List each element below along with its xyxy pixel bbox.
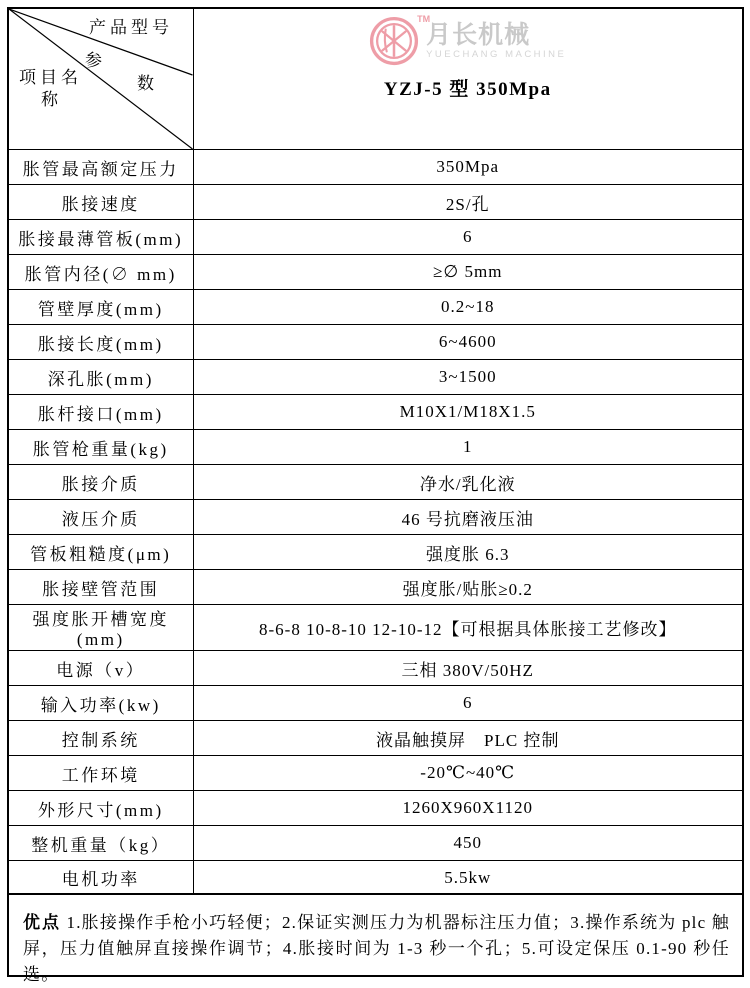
row-value-cell: 1	[193, 430, 743, 465]
row-label-cell: 强度胀开槽宽度(mm)	[8, 605, 193, 651]
table-row	[8, 150, 743, 185]
product-model-title: YZJ-5 型 350Mpa	[383, 79, 552, 100]
row-value-cell: 6	[193, 220, 743, 255]
table-row	[8, 360, 743, 395]
row-label-cell: 管壁厚度(mm)	[8, 290, 193, 325]
row-label-cell: 整机重量（kg）	[8, 826, 193, 861]
row-value-cell: 2S/孔	[193, 185, 743, 220]
table-row	[8, 290, 743, 325]
row-value-cell: ≥∅ 5mm	[193, 255, 743, 290]
advantages-box	[7, 893, 744, 984]
table-row	[8, 325, 743, 360]
row-label-cell: 胀杆接口(mm)	[8, 395, 193, 430]
row-label-cell: 电机功率	[8, 861, 193, 896]
table-row	[8, 430, 743, 465]
row-label-cell: 液压介质	[8, 500, 193, 535]
table-header-row	[8, 8, 743, 150]
table-row	[8, 500, 743, 535]
row-value-cell: 8-6-8 10-8-10 12-10-12【可根据具体胀接工艺修改】	[193, 605, 743, 651]
brand-header-cell	[193, 8, 743, 150]
row-label-cell: 深孔胀(mm)	[8, 360, 193, 395]
row-label-cell: 胀接壁管范围	[8, 570, 193, 605]
row-label-cell: 胀管枪重量(kg)	[8, 430, 193, 465]
brand-logo-row	[194, 15, 743, 67]
corner-label-item-name-line2: 称	[41, 90, 60, 109]
table-row	[8, 570, 743, 605]
table-row	[8, 686, 743, 721]
row-value-cell: 450	[193, 826, 743, 861]
logo-circle-emblem-icon	[369, 16, 419, 66]
row-value-cell: 净水/乳化液	[193, 465, 743, 500]
row-value-cell: 三相 380V/50HZ	[193, 651, 743, 686]
corner-label-parameter-char1: 参	[85, 51, 104, 70]
row-value-cell: 强度胀/贴胀≥0.2	[193, 570, 743, 605]
brand-name: 月长机械	[426, 21, 531, 49]
row-label-cell: 胀接长度(mm)	[8, 325, 193, 360]
row-value-cell: 350Mpa	[193, 150, 743, 185]
corner-label-product-model: 产品型号	[89, 18, 173, 37]
row-label-cell: 输入功率(kw)	[8, 686, 193, 721]
corner-label-item-name-line1: 项目名	[19, 68, 82, 87]
corner-label-parameter-char2: 数	[137, 74, 156, 93]
trademark-symbol: TM	[417, 14, 431, 24]
table-row	[8, 220, 743, 255]
row-label-cell: 胀管内径(∅ mm)	[8, 255, 193, 290]
table-row	[8, 826, 743, 861]
row-label-cell: 胀接最薄管板(mm)	[8, 220, 193, 255]
row-label-cell: 电源（v）	[8, 651, 193, 686]
row-label-cell: 控制系统	[8, 721, 193, 756]
table-row	[8, 651, 743, 686]
row-label-cell: 管板粗糙度(μm)	[8, 535, 193, 570]
table-row	[8, 756, 743, 791]
row-label-cell: 胀接介质	[8, 465, 193, 500]
row-label-cell: 胀接速度	[8, 185, 193, 220]
row-value-cell: -20℃~40℃	[193, 756, 743, 791]
table-row	[8, 721, 743, 756]
table-row	[8, 395, 743, 430]
row-value-cell: 1260X960X1120	[193, 791, 743, 826]
table-row	[8, 861, 743, 896]
brand-subtitle: YUECHANG MACHINE	[426, 49, 567, 60]
table-row	[8, 535, 743, 570]
row-label-cell: 胀管最高额定压力	[8, 150, 193, 185]
advantages-text: 1.胀接操作手枪小巧轻便；2.保证实测压力为机器标注压力值；3.操作系统为 plc 触屏，压力值触屏直接操作调节；4.胀接时间为 1-3 秒一个孔；5.可设定保压 0.1-90 秒任选。	[23, 913, 731, 984]
corner-header-cell	[8, 8, 193, 150]
row-value-cell: 46 号抗磨液压油	[193, 500, 743, 535]
table-row	[8, 255, 743, 290]
spec-table	[7, 7, 744, 897]
table-row	[8, 465, 743, 500]
row-value-cell: 液晶触摸屏 PLC 控制	[193, 721, 743, 756]
row-value-cell: M10X1/M18X1.5	[193, 395, 743, 430]
table-row	[8, 791, 743, 826]
row-value-cell: 6~4600	[193, 325, 743, 360]
table-row	[8, 185, 743, 220]
row-value-cell: 3~1500	[193, 360, 743, 395]
spec-table-body	[8, 8, 743, 896]
row-label-cell: 工作环境	[8, 756, 193, 791]
row-label-cell: 外形尺寸(mm)	[8, 791, 193, 826]
brand-logo-icon	[369, 14, 431, 66]
advantages-title: 优点	[23, 913, 62, 932]
row-value-cell: 6	[193, 686, 743, 721]
table-row	[8, 605, 743, 651]
row-value-cell: 0.2~18	[193, 290, 743, 325]
row-value-cell: 5.5kw	[193, 861, 743, 896]
row-value-cell: 强度胀 6.3	[193, 535, 743, 570]
